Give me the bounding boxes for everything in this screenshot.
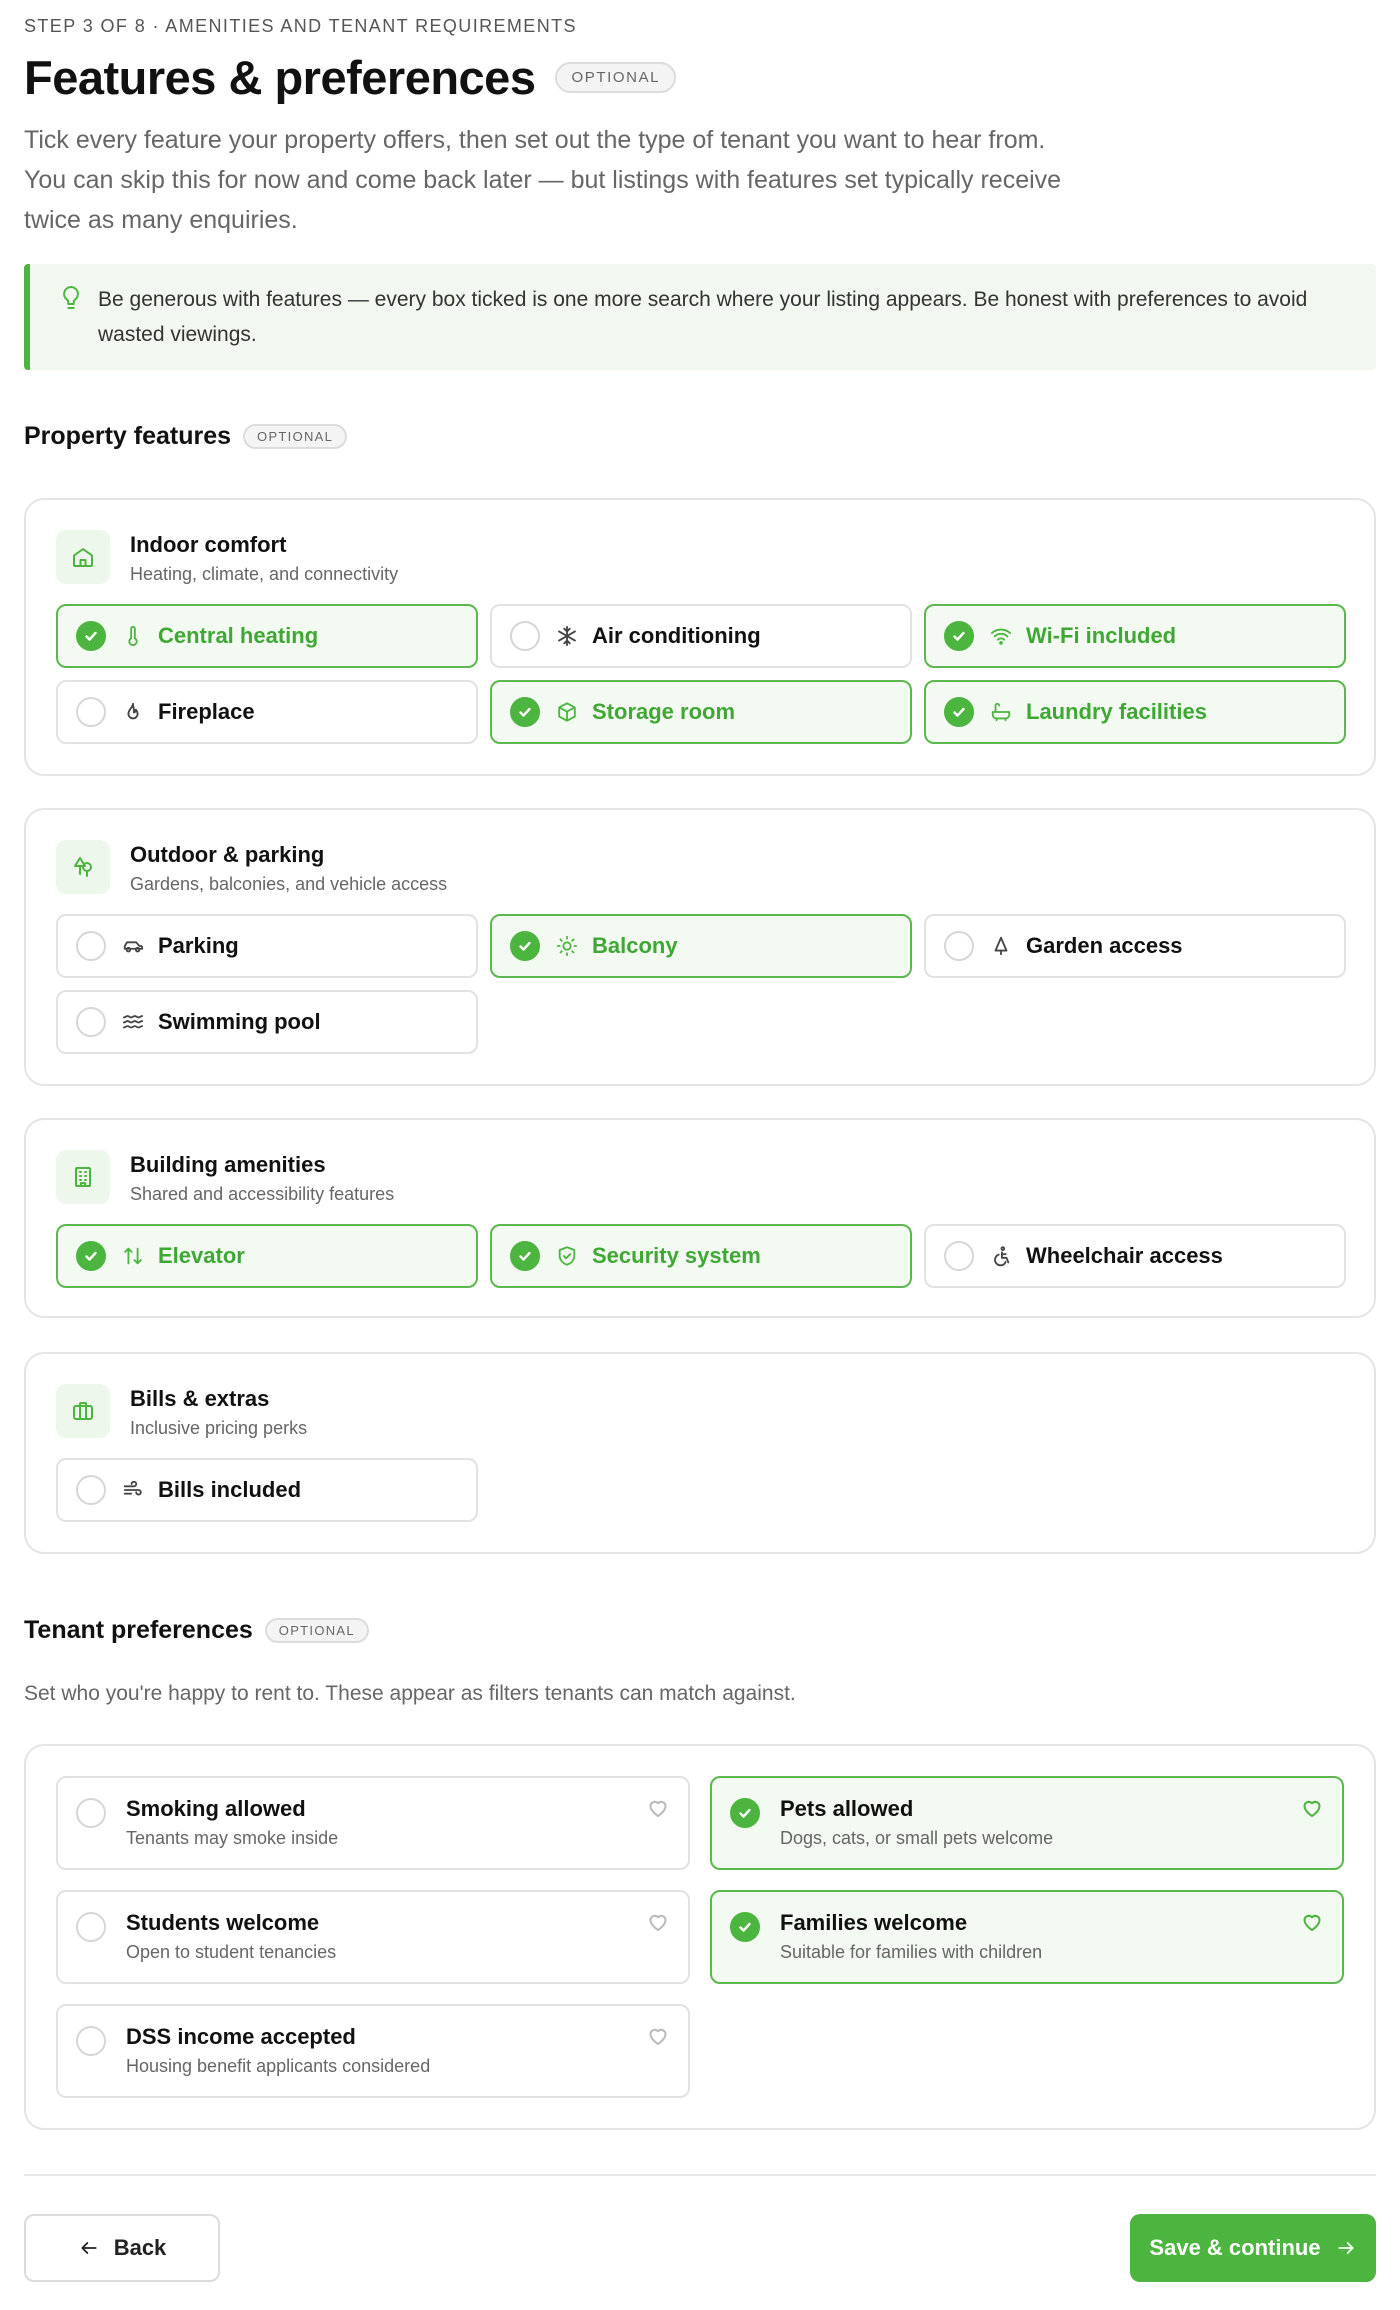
category-subtitle: Gardens, balconies, and vehicle access — [130, 874, 448, 894]
shield-icon — [556, 1245, 578, 1267]
pref-subtitle: Dogs, cats, or small pets welcome — [780, 1828, 1054, 1848]
checkbox-unchecked[interactable] — [76, 931, 106, 961]
checkbox-unchecked[interactable] — [76, 1912, 106, 1942]
feature-label: Swimming pool — [158, 1009, 321, 1034]
feature-label: Laundry facilities — [1026, 699, 1207, 724]
feature-label: Wheelchair access — [1026, 1243, 1223, 1268]
home-icon — [56, 530, 110, 584]
wifi-icon — [990, 625, 1012, 647]
building-icon — [56, 1150, 110, 1204]
briefcase-icon — [56, 1384, 110, 1438]
feature-label: Wi-Fi included — [1026, 623, 1177, 648]
pref-subtitle: Tenants may smoke inside — [126, 1828, 339, 1848]
pref-title: Families welcome — [780, 1910, 968, 1935]
checkbox-unchecked[interactable] — [944, 1241, 974, 1271]
feature-bills-included[interactable] — [56, 1458, 478, 1522]
bath-icon — [990, 701, 1012, 723]
feature-label: Storage room — [592, 699, 736, 724]
feature-wifi-included[interactable] — [924, 604, 1346, 668]
back-button-label: Back — [113, 2235, 167, 2260]
save-continue-button[interactable] — [1130, 2214, 1376, 2282]
category-title: Bills & extras — [130, 1386, 270, 1411]
tenant-preferences-description: Set who you're happy to rent to. These appear as filters tenants can match against. — [24, 1682, 796, 1705]
checkbox-checked[interactable] — [944, 621, 974, 651]
feature-label: Garden access — [1026, 933, 1183, 958]
waves-icon — [122, 1011, 144, 1033]
pref-subtitle: Suitable for families with children — [780, 1942, 1043, 1962]
feature-label: Elevator — [158, 1243, 245, 1268]
feature-laundry-facilities[interactable] — [924, 680, 1346, 744]
feature-wheelchair-access[interactable] — [924, 1224, 1346, 1288]
feature-parking[interactable] — [56, 914, 478, 978]
checkbox-checked[interactable] — [510, 931, 540, 961]
feature-balcony[interactable] — [490, 914, 912, 978]
sun-icon — [556, 935, 578, 957]
tenant-preferences-title: Tenant preferences — [24, 1616, 253, 1644]
pref-title: Smoking allowed — [126, 1796, 306, 1821]
arrow-right-icon — [1335, 2237, 1357, 2259]
pref-subtitle: Open to student tenancies — [126, 1942, 337, 1962]
tip-callout — [24, 264, 1376, 370]
pref-dss-income-accepted[interactable] — [56, 2004, 690, 2098]
flame-icon — [122, 701, 144, 723]
category-building-amenities — [24, 1118, 1376, 1318]
back-button[interactable] — [24, 2214, 220, 2282]
feature-label: Security system — [592, 1243, 761, 1268]
checkbox-unchecked[interactable] — [944, 931, 974, 961]
car-icon — [122, 935, 144, 957]
checkbox-unchecked[interactable] — [76, 2026, 106, 2056]
arrows-up-down-icon — [122, 1245, 144, 1267]
feature-swimming-pool[interactable] — [56, 990, 478, 1054]
feature-air-conditioning[interactable] — [490, 604, 912, 668]
step-indicator: STEP 3 OF 8 · AMENITIES AND TENANT REQUIREMENTS — [24, 16, 577, 36]
title-row — [24, 50, 676, 105]
heart-icon — [646, 1796, 670, 1820]
category-bills-extras — [24, 1352, 1376, 1554]
feature-security-system[interactable] — [490, 1224, 912, 1288]
thermometer-icon — [122, 625, 144, 647]
pref-title: Pets allowed — [780, 1796, 914, 1821]
category-header — [56, 1384, 307, 1439]
optional-badge: OPTIONAL — [555, 62, 676, 93]
pref-pets-allowed[interactable] — [710, 1776, 1344, 1870]
category-subtitle: Shared and accessibility features — [130, 1184, 395, 1204]
amenities-step-page — [24, 0, 1376, 2310]
heart-icon — [646, 1910, 670, 1934]
property-features-header — [24, 422, 347, 451]
checkbox-unchecked[interactable] — [76, 1007, 106, 1037]
feature-storage-room[interactable] — [490, 680, 912, 744]
feature-elevator[interactable] — [56, 1224, 478, 1288]
feature-label: Fireplace — [158, 699, 255, 724]
intro-text: Tick every feature your property offers, then set out the type of tenant you want to hear from. You can skip this for now and come back later — but listings with features set typically receive twice as many enquiries. — [24, 126, 1062, 234]
feature-label: Bills included — [158, 1477, 302, 1502]
feature-label: Balcony — [592, 933, 678, 958]
checkbox-unchecked[interactable] — [76, 1475, 106, 1505]
save-button-label: Save & continue — [1149, 2235, 1321, 2260]
checkbox-unchecked[interactable] — [76, 697, 106, 727]
checkbox-checked[interactable] — [730, 1798, 760, 1828]
accessibility-icon — [990, 1245, 1012, 1267]
pref-students-welcome[interactable] — [56, 1890, 690, 1984]
checkbox-checked[interactable] — [76, 621, 106, 651]
pref-families-welcome[interactable] — [710, 1890, 1344, 1984]
category-title: Building amenities — [130, 1152, 326, 1177]
category-title: Outdoor & parking — [130, 842, 325, 867]
tip-text: Be generous with features — every box ticked is one more search where your listing appears. Be honest with preferences to avoid wasted viewings. — [98, 288, 1308, 346]
checkbox-checked[interactable] — [510, 1241, 540, 1271]
pref-title: DSS income accepted — [126, 2024, 356, 2049]
category-title: Indoor comfort — [130, 532, 287, 557]
category-subtitle: Heating, climate, and connectivity — [130, 564, 399, 584]
checkbox-checked[interactable] — [944, 697, 974, 727]
pref-smoking-allowed[interactable] — [56, 1776, 690, 1870]
feature-label: Parking — [158, 933, 239, 958]
feature-fireplace[interactable] — [56, 680, 478, 744]
tenant-preferences-header — [24, 1616, 369, 1645]
tenant-preferences-card — [24, 1744, 1376, 2130]
snowflake-icon — [556, 625, 578, 647]
wind-icon — [122, 1479, 144, 1501]
arrow-left-icon — [78, 2237, 100, 2259]
feature-label: Central heating — [158, 623, 319, 648]
feature-label: Air conditioning — [592, 623, 761, 648]
category-header — [56, 840, 447, 895]
feature-garden-access[interactable] — [924, 914, 1346, 978]
checkbox-unchecked[interactable] — [510, 621, 540, 651]
checkbox-checked[interactable] — [510, 697, 540, 727]
box-icon — [556, 701, 578, 723]
property-features-optional-badge: OPTIONAL — [243, 424, 347, 449]
property-features-title: Property features — [24, 422, 232, 450]
heart-icon — [646, 2024, 670, 2048]
pref-title: Students welcome — [126, 1910, 320, 1935]
tree-icon — [990, 935, 1012, 957]
feature-central-heating[interactable] — [56, 604, 478, 668]
pref-subtitle: Housing benefit applicants considered — [126, 2056, 431, 2076]
heart-icon — [1300, 1796, 1324, 1820]
heart-icon — [1300, 1910, 1324, 1934]
category-header — [56, 530, 398, 585]
trees-icon — [56, 840, 110, 894]
footer-divider — [24, 2174, 1376, 2176]
category-header — [56, 1150, 394, 1205]
category-outdoor-parking — [24, 808, 1376, 1086]
checkbox-checked[interactable] — [730, 1912, 760, 1942]
checkbox-checked[interactable] — [76, 1241, 106, 1271]
page-title: Features & preferences — [24, 51, 536, 104]
lightbulb-icon — [60, 284, 82, 314]
tenant-preferences-optional-badge: OPTIONAL — [265, 1618, 369, 1643]
category-indoor-comfort — [24, 498, 1376, 776]
category-subtitle: Inclusive pricing perks — [130, 1418, 308, 1438]
checkbox-unchecked[interactable] — [76, 1798, 106, 1828]
